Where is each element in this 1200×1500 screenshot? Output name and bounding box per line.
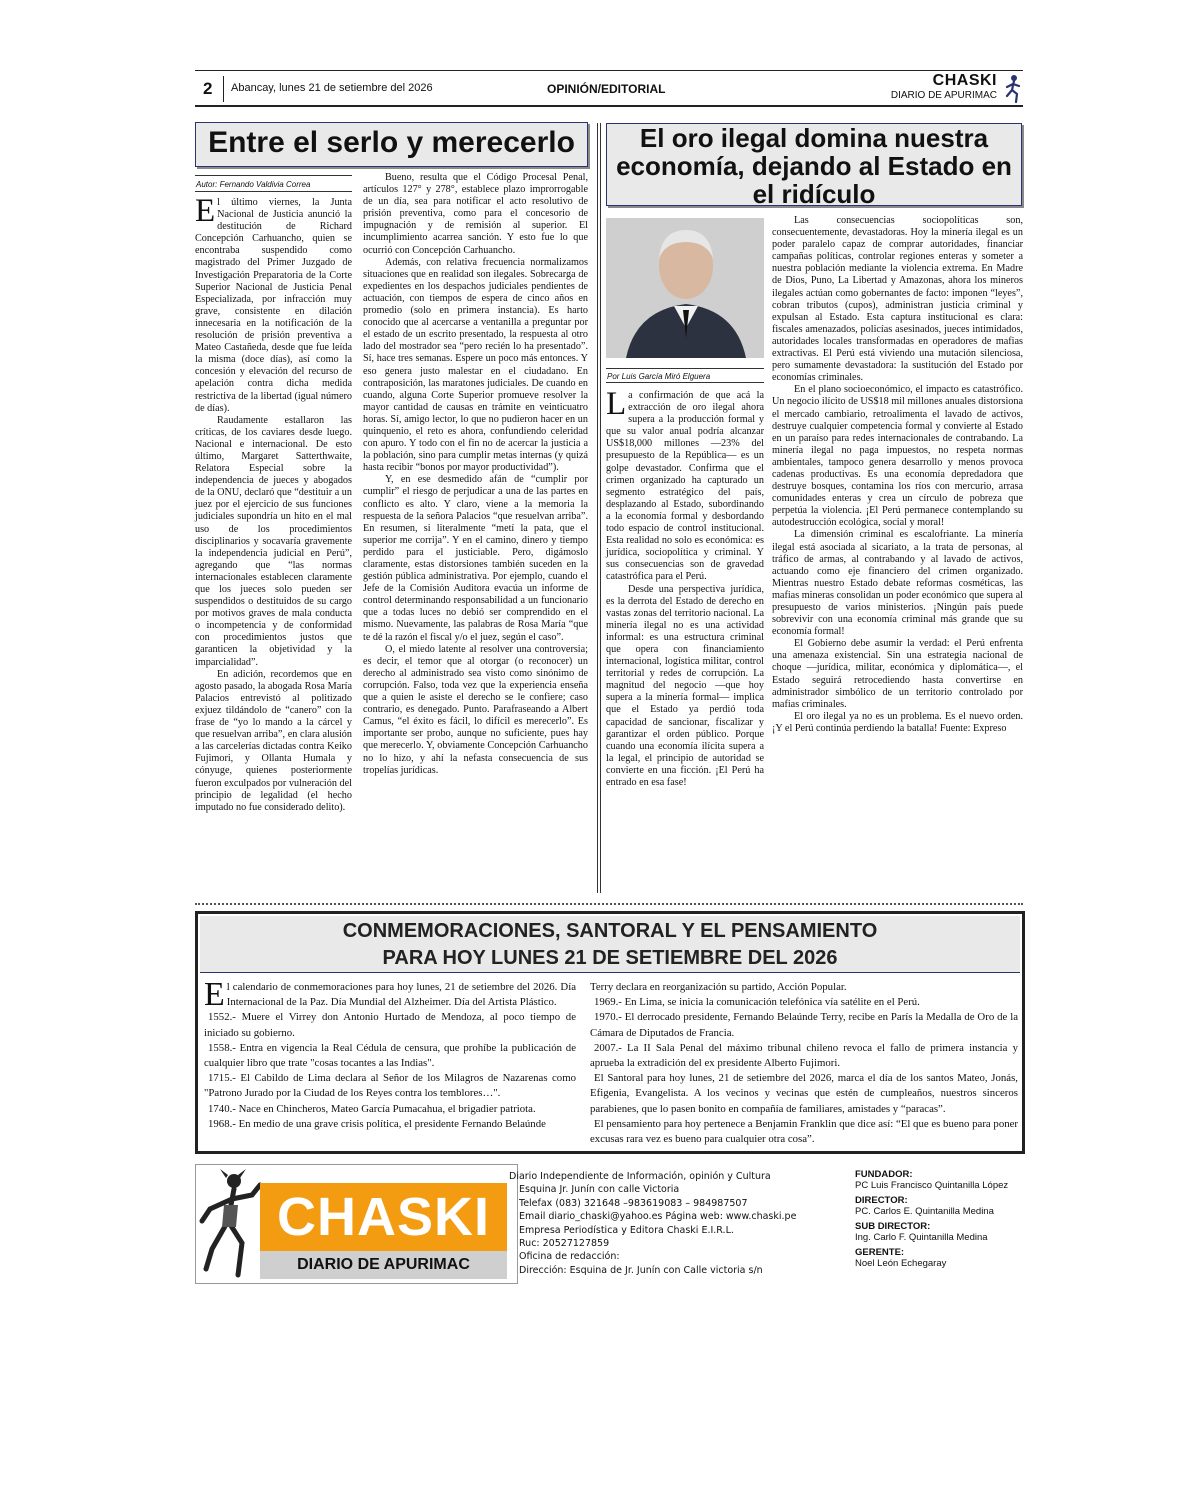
- article1-paragraph: Además, con relativa frecuencia normalizamos situaciones que en realidad son ilegales. Sobrecarga de expedientes en los despachos judiciales pendientes de actuación, con tiempos de espera de cinco años en promedio (solo en primera instancia). Es harto conocido que al acercarse a ventanilla a preguntar por el estado de un escrito presentado, la respuesta al otro lado del mostrador sea “pero recién lo ha presentado”. Sí, hace tres semanas. Espere un poco más entonces. Y eso genera justo malestar en el ciudadano. En contraposición, las maratones judiciales. De cuando en cuando, alguna Corte Superior promueve resolver la mayor cantidad de causas en trámite en veinticuatro horas. Sí, amigo lector, lo que no pudieron hacer en un quinquenio, el reto es ahora, confundiendo celeridad con apuro. Y todo con el fin no de acercar la justicia a la población, sino para cumplir metas internas (y quizá hasta recibir “bonos por mayor productividad”).: [363, 256, 588, 474]
- article2-column-2: [772, 215, 1023, 735]
- article2-paragraph: El oro ilegal ya no es un problema. Es el nuevo orden. ¡Y el Perú continúa perdiendo la batalla! Fuente: Expreso: [772, 710, 1023, 734]
- article1-column-2: [363, 172, 588, 777]
- publisher-info: [509, 1170, 849, 1277]
- info-line: Esquina Jr. Junín con calle Victoria: [519, 1184, 680, 1196]
- info-line: Email diario_chaski@yahoo.es Página web: www.chaski.pe: [519, 1211, 797, 1223]
- commemoration-item: 1558.- Entra en vigencia la Real Cédula de censura, que prohíbe la publicación de cualquier libro que trate "cosas tocantes a las Indias".: [204, 1041, 576, 1070]
- masthead-subtitle: DIARIO DE APURIMAC: [890, 90, 997, 101]
- drop-cap: E: [195, 193, 216, 229]
- commemoration-item: El calendario de conmemoraciones para hoy lunes, 21 de setiembre del 2026. Día Internacional de la Paz. Día Mundial del Alzheimer. Día del Artista Plástico.: [204, 976, 576, 1013]
- commemoration-item: 1715.- El Cabildo de Lima declara al Señor de los Milagros de Nazarenas como "Patrono Jurado por la Ciudad de los Reyes contra los temblores…".: [204, 1072, 576, 1100]
- article1-paragraph: En adición, recordemos que en agosto pasado, la abogada Rosa María Palacios entrevistó al politizado exjuez tildándolo de “canero” con la frase de “yo lo mando a la cárcel y que resuelvan arriba”, en clara alusión a las carcelerías dictadas contra Keiko Fujimori, y Ollanta Humala y cónyuge, quienes posteriormente fueron exculpados por vulneración del principio de legalidad (el hecho imputado no fue considerado delito).: [195, 668, 352, 813]
- info-line: Empresa Periodística y Editora Chaski E.I.R.L.: [519, 1224, 734, 1236]
- article1-paragraph: Bueno, resulta que el Código Procesal Penal, artículos 127° y 278°, establece plazo improrrogable de un día, sea para notificar el acto resolutivo de prisión preventiva, como para el concesorio de impugnación y de remisión al superior. El incumplimiento acarrea sanción. Y esto fue lo que ocurrió con Concepción Carhuancho.: [363, 172, 588, 256]
- commemoration-item: 1968.- En medio de una grave crisis política, el presidente Fernando Belaúnde: [208, 1117, 546, 1130]
- article2-paragraph: El Gobierno debe asumir la verdad: el Perú enfrenta una amenaza existencial. Sin una estrategia nacional de choque —jurídica, militar, económica y diplomática—, el Estado seguirá retrocediendo hasta convertirse en administrador simbólico de un territorio controlado por mafias criminales.: [772, 638, 1023, 710]
- info-line: Telefax (083) 321648 –983619083 – 984987507: [519, 1197, 748, 1209]
- article1-author: Autor: Fernando Valdivia Correa: [196, 180, 311, 189]
- author-rule-bottom: [195, 191, 352, 192]
- commemorations-title-line1: CONMEMORACIONES, SANTORAL Y EL PENSAMIENTO: [342, 920, 878, 942]
- page-number: 2: [203, 79, 213, 98]
- santoral-paragraph: El Santoral para hoy lunes, 21 de setiembre del 2026, marca el día de los santos Mateo, Jonás, Efigenia, Evangelista. A los vecinos y vecinas que estén de cumpleaños, nuestros sinceros parabienes, que lo pasen bonito en compañía de familiares, amistades y “paracas”.: [590, 1072, 1018, 1115]
- commemorations-column-1: [204, 976, 576, 1132]
- chaski-logo: [195, 1164, 518, 1284]
- article1-paragraph: Y, en ese desmedido afán de “cumplir por cumplir” el riesgo de perjudicar a una de las partes en conflicto es alto. Y claro, viene a la memoria la respuesta de la señora Palacios “que resuelvan arriba”. En resumen, si literalmente “metí la pata, que el superior me corrija”. Y en el camino, dinero y tiempo perdido para el justiciable. Pero, digámoslo claramente, estas distorsiones también suceden en la gestión pública administrativa. Por ejemplo, cuando el Jefe de la Comisión Auditora evacúa un informe de control determinando responsabilidad a un funcionario que a todas luces no debió ser comprendido en el mismo. Nuevamente, las palabras de Rosa María “que te dé la razón el fiscal y/o el juez, según el caso”.: [363, 474, 588, 643]
- logo-wordmark: CHASKI: [276, 1187, 490, 1247]
- photo-caption: Por Luis García Miró Elguera: [607, 372, 711, 381]
- author-photo: [606, 218, 764, 358]
- thought-paragraph: El pensamiento para hoy pertenece a Benjamin Franklin que dice así: “El que es bueno para poner excusas rara vez es bueno para cualquier otra cosa”.: [590, 1117, 1018, 1146]
- page-header: [195, 70, 1023, 107]
- article2-column-1: [606, 386, 764, 789]
- logo-subtitle: DIARIO DE APURIMAC: [297, 1256, 470, 1273]
- article1-paragraph: O, el miedo latente al resolver una controversia; es decir, el temor que al otorgar (o reconocer) un derecho al administrado sea visto como sinónimo de corrupción. Falso, toda vez que la experiencia enseña que a quien le asiste el derecho se le confiere; caso contrario, es denegado. Punto. Parafraseando a Albert Camus, “el éxito es fácil, lo difícil es merecerlo”. Es importante ser probo, aunque no suficiente, pues hay que merecerlo. Y, obviamente Concepción Carhuancho no lo hizo, y ahí la nefasta consecuencia de sus tropelías jurídicas.: [363, 643, 588, 776]
- staff-role: FUNDADOR:: [855, 1169, 913, 1180]
- article2-paragraph: En el plano socioeconómico, el impacto es catastrófico. Un negocio ilícito de US$18 mil millones anuales distorsiona el mercado cambiario, retroalimenta el lavado de activos, destruye cualquier competencia formal y convierte al Estado en un paraíso para redes internacionales de contrabando. La minería ilegal no paga impuestos, no respeta normas ambientales, tampoco genera desarrollo y menos provoca cadenas productivas. Es una economía depredadora que destruye bosques, contamina los ríos con mercurio, arrasa comunidades enteras y crea un círculo de pobreza que perpetúa la violencia. ¡El Perú permanece contemplando su autodestrucción ecológica, social y moral!: [772, 384, 1023, 529]
- header-top-rule: [195, 70, 1023, 71]
- drop-cap: L: [606, 386, 627, 422]
- runner-icon: [1003, 74, 1023, 104]
- commemoration-item: 1552.- Muere el Virrey don Antonio Hurtado de Mendoza, al poco tiempo de iniciado su gobierno.: [204, 1011, 576, 1039]
- caption-rule-top: [606, 368, 764, 369]
- info-line: Dirección: Esquina de Jr. Junín con Calle victoria s/n: [519, 1264, 763, 1276]
- article2-paragraph: Desde una perspectiva jurídica, es la derrota del Estado de derecho en vastas zonas del territorio nacional. La minería ilegal no es una actividad informal: es una estructura criminal que opera con financiamiento internacional, logística militar, control territorial y redes de corrupción. La magnitud del negocio —que hoy supera a la minería formal— implica que el Estado ya perdió toda capacidad de sancionar, fiscalizar y garantizar el orden público. Porque cuando una economía ilícita supera a la legal, el principio de autoridad se convierte en una ficción. ¡El Perú ha entrado en esa fase!: [606, 583, 764, 788]
- commemoration-item: Terry declara en reorganización su partido, Acción Popular.: [590, 981, 847, 993]
- header-bottom-rule: [195, 105, 1023, 107]
- staff-role: GERENTE:: [855, 1247, 905, 1258]
- author-portrait-image: [606, 218, 764, 358]
- header-separator: [223, 76, 224, 102]
- commemoration-item: 1969.- En Lima, se inicia la comunicación telefónica vía satélite en el Perú.: [594, 996, 920, 1009]
- commemoration-item: 2007.- La II Sala Penal del máximo tribunal chileno revoca el fallo de primera instancia y aprueba la extradición del ex presidente Alberto Fujimori.: [590, 1041, 1018, 1070]
- footer: [195, 1164, 1023, 1284]
- section-label: OPINIÓN/EDITORIAL: [547, 82, 666, 96]
- caption-rule-bottom: [606, 382, 764, 383]
- info-line: Ruc: 20527127859: [519, 1238, 610, 1250]
- article2-paragraph: La confirmación de que acá la extracción de oro ilegal ahora supera a la producción formal y que su valor anual podría alcanzar US$18,000 millones —23% del presupuesto de la República— es un golpe devastador. Confirma que el crimen organizado ha capturado un segmento estratégico del país, desplazando al Estado, subordinando a la economía formal y desbordando todo espacio de control institucional. Esta realidad no solo es económica: es jurídica, sociopolítica y criminal. Y sus consecuencias son de gravedad catastrófica para el Perú.: [606, 386, 764, 583]
- article1-column-1: [195, 193, 352, 814]
- staff-name: Ing. Carlo F. Quintanilla Medina: [855, 1232, 988, 1243]
- commemorations-title: [200, 916, 1020, 973]
- commemorations-title-line2: PARA HOY LUNES 21 DE SETIEMBRE DEL 2026: [382, 947, 838, 969]
- article2-paragraph: Las consecuencias sociopolíticas son, consecuentemente, devastadoras. Hoy la minería ilegal es un poder paralelo capaz de comprar autoridades, financiar campañas políticas, controlar regiones enteras y someter a nuestra población mediante la violencia extrema. En Madre de Dios, Puno, La Libertad y Amazonas, ahora los mineros ilegales actúan como gobernantes de facto: imponen “leyes”, cobran tributos (cupos), administran justicia criminal y expulsan al Estado. Esta captura institucional es clara: fiscales amenazados, policías asesinados, jueces intimidados, autoridades locales transformadas en operadores de mafias extractivas. El Perú está viviendo una mutación silenciosa, pero sumamente devastadora: la sustitución del Estado por economías criminales.: [772, 215, 1023, 384]
- commemorations-box: [195, 911, 1025, 1154]
- article1-paragraph: El último viernes, la Junta Nacional de Justicia anunció la destitución de Richard Concepción Carhuancho, quien se encontraba suspendido como magistrado del Primer Juzgado de Investigación Preparatoria de la Corte Superior Nacional de Justicia Penal Especializada, por infracción muy grave, consistente en dilación innecesaria en la notificación de la resolución de prisión preventiva a Mateo Castañeda, desde que fue leída la misma (doce días), así como la concesión y elevación del recurso de apelación contra dicha medida restrictiva de la libertad (igual número de días).: [195, 193, 352, 414]
- article1-headline: Entre el serlo y merecerlo: [195, 122, 588, 167]
- article1-paragraph: Raudamente estallaron las críticas, de los caviares desde luego. Nacional e internacional. De esto último, Margaret Satterthwaite, Relatora Especial sobre la independencia de jueces y abogados de la ONU, declaró que “destituir a un juez por el ejercicio de sus funciones judiciales supondría un hito en el mal uso de los procedimientos disciplinarios y socavaría gravemente la independencia judicial en Perú”, agregando que “las normas internacionales establecen claramente que los jueces solo pueden ser suspendidos o destituidos de su cargo por motivos graves de mala conducta o incompetencia y de conformidad con procedimientos justos que garanticen la objetividad y la imparcialidad”.: [195, 414, 352, 668]
- staff-role: DIRECTOR:: [855, 1195, 908, 1206]
- commemoration-item: 1970.- El derrocado presidente, Fernando Belaúnde Terry, recibe en París la Medalla de Oro de la Cámara de Diputados de Francia.: [590, 1011, 1018, 1039]
- staff-role: SUB DIRECTOR:: [855, 1221, 931, 1232]
- drop-cap: E: [204, 976, 225, 1013]
- commemoration-item: 1740.- Nace en Chincheros, Mateo García Pumacahua, el brigadier patriota.: [208, 1102, 536, 1115]
- commemorations-column-2: [590, 980, 1018, 1147]
- staff-name: Noel León Echegaray: [855, 1258, 947, 1269]
- author-rule-top: [195, 175, 352, 176]
- column-separator: [597, 123, 601, 893]
- masthead-name: CHASKI: [932, 72, 997, 89]
- info-line: Oficina de redacción:: [519, 1251, 620, 1263]
- staff-name: PC Luis Francisco Quintanilla López: [855, 1180, 1009, 1191]
- article2-headline: El oro ilegal domina nuestra economía, dejando al Estado en el ridículo: [606, 123, 1022, 206]
- masthead: [891, 73, 997, 101]
- messenger-illustration-icon: [198, 1169, 264, 1281]
- staff-list: [855, 1170, 1023, 1274]
- info-line: Diario Independiente de Información, opinión y Cultura: [509, 1171, 771, 1182]
- article2-paragraph: La dimensión criminal es escalofriante. La minería ilegal está asociada al sicariato, a la trata de personas, al tráfico de armas, al contrabando y al lavado de activos, actuando como eje financiero del crimen organizado. Mientras nuestro Estado debate reformas cosméticas, las mafias mineras consolidan un poder económico que supera al presupuesto de varios ministerios. ¡Ningún país puede sobrevivir con una economía criminal más grande que su economía formal!: [772, 529, 1023, 638]
- staff-name: PC. Carlos E. Quintanilla Medina: [855, 1206, 994, 1217]
- section-divider: [195, 903, 1023, 905]
- dateline: Abancay, lunes 21 de setiembre del 2026: [231, 82, 433, 94]
